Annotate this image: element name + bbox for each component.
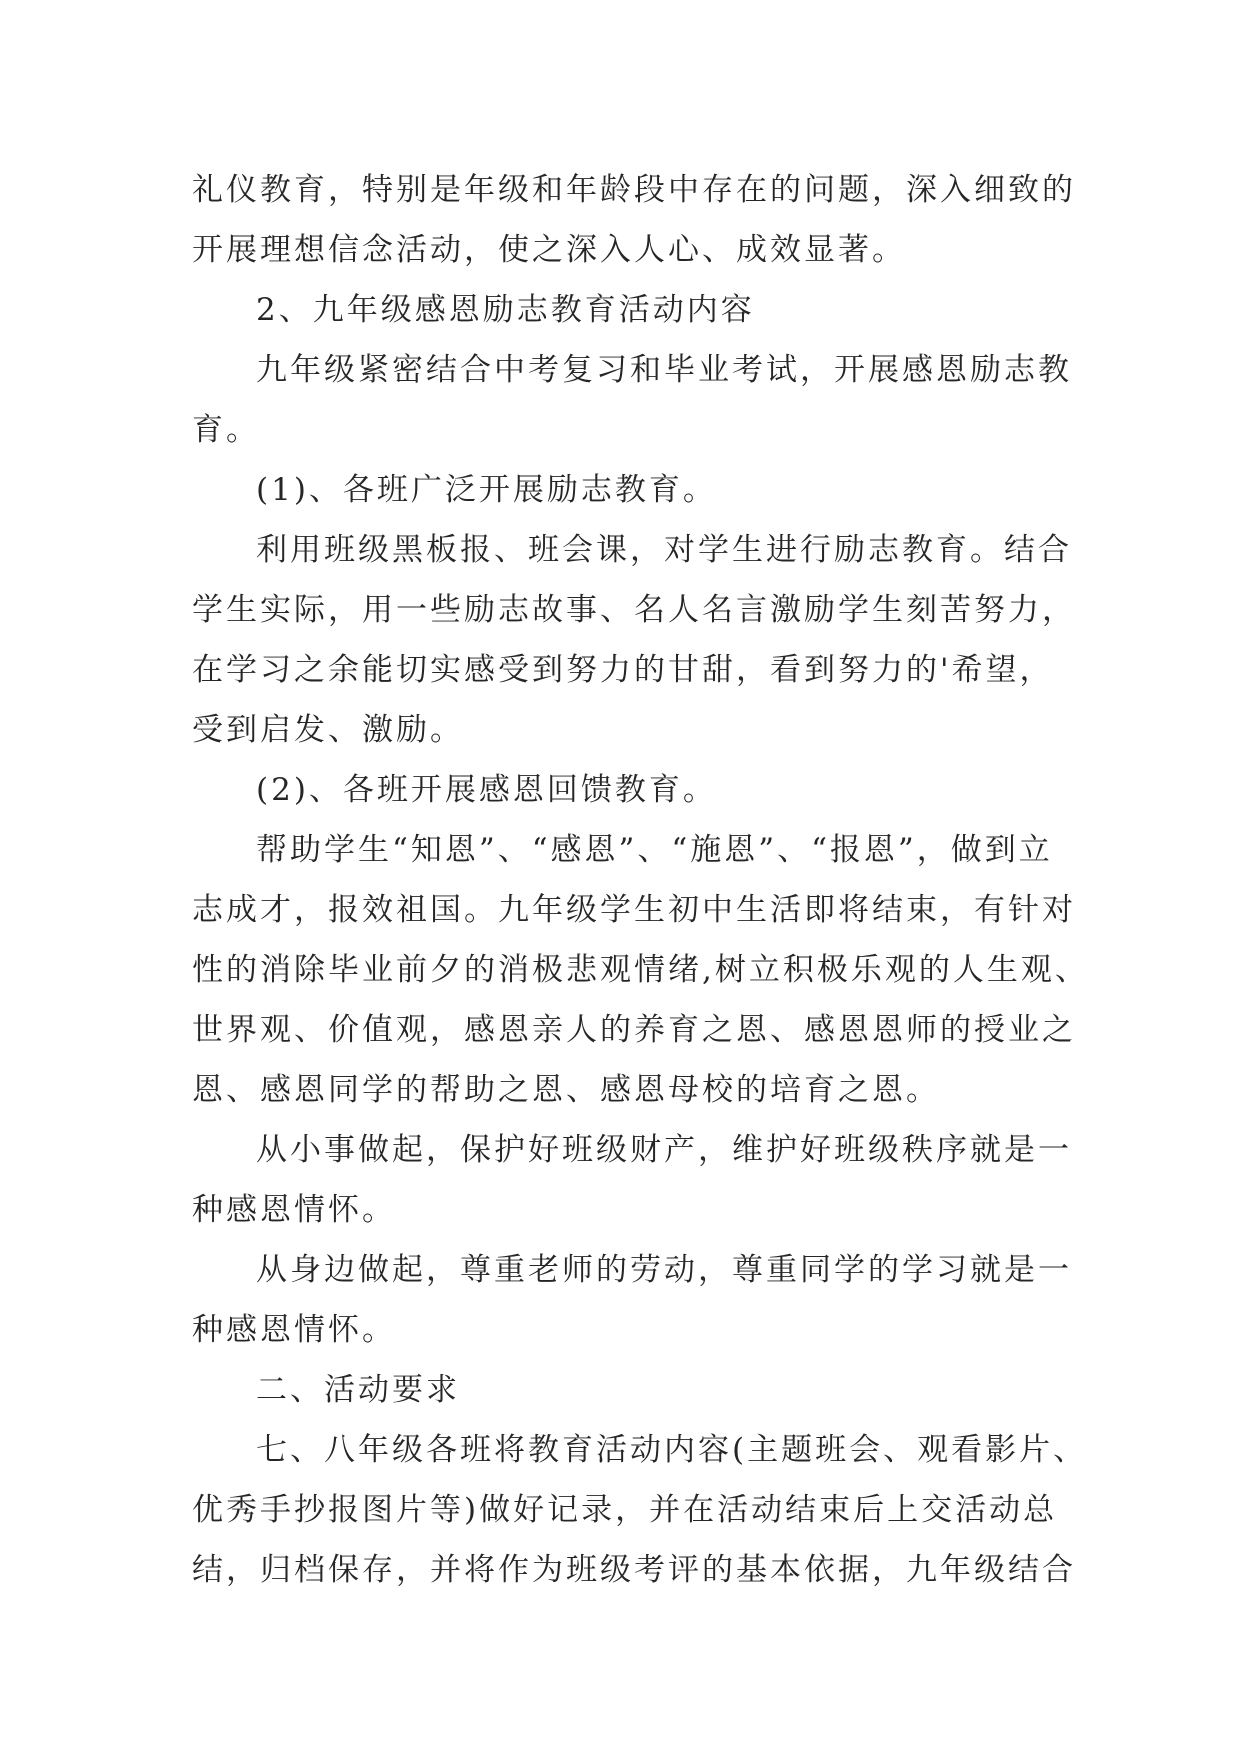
text-line: 优秀手抄报图片等)做好记录，并在活动结束后上交活动总 (192, 1492, 1058, 1528)
text-line: 学生实际，用一些励志故事、名人名言激励学生刻苦努力， (192, 592, 1076, 628)
subsection-heading: (2)、各班开展感恩回馈教育。 (256, 772, 717, 808)
text-line: 在学习之余能切实感受到努力的甘甜，看到努力的'希望， (192, 652, 1054, 688)
text-line: 九年级紧密结合中考复习和毕业考试，开展感恩励志教 (256, 352, 1072, 388)
text-line: 开展理想信念活动，使之深入人心、成效显著。 (192, 232, 906, 268)
text-line: 利用班级黑板报、班会课，对学生进行励志教育。结合 (256, 532, 1072, 568)
text-line: 育。 (192, 412, 260, 448)
text-line: 世界观、价值观，感恩亲人的养育之恩、感恩恩师的授业之 (192, 1012, 1076, 1048)
text-line: 种感恩情怀。 (192, 1192, 396, 1228)
subsection-heading: (1)、各班广泛开展励志教育。 (256, 472, 717, 508)
body-text (192, 160, 1089, 1600)
text-line: 七、八年级各班将教育活动内容(主题班会、观看影片、 (256, 1432, 1088, 1468)
text-line: 性的消除毕业前夕的消极悲观情绪,树立积极乐观的人生观、 (192, 952, 1089, 988)
text-line: 受到启发、激励。 (192, 712, 464, 748)
text-line: 志成才，报效祖国。九年级学生初中生活即将结束，有针对 (192, 892, 1076, 928)
text-line: 礼仪教育，特别是年级和年龄段中存在的问题，深入细致的 (192, 172, 1076, 208)
text-line: 恩、感恩同学的帮助之恩、感恩母校的培育之恩。 (192, 1072, 940, 1108)
text-line: 种感恩情怀。 (192, 1312, 396, 1348)
text-line: 帮助学生“知恩”、“感恩”、“施恩”、“报恩”，做到立 (256, 832, 1053, 868)
text-line: 结，归档保存，并将作为班级考评的基本依据，九年级结合 (192, 1552, 1076, 1588)
text-line: 从身边做起，尊重老师的劳动，尊重同学的学习就是一 (256, 1252, 1072, 1288)
section-heading: 二、活动要求 (256, 1372, 460, 1408)
section-heading: 2、九年级感恩励志教育活动内容 (256, 292, 755, 328)
text-line: 从小事做起，保护好班级财产，维护好班级秩序就是一 (256, 1132, 1072, 1168)
